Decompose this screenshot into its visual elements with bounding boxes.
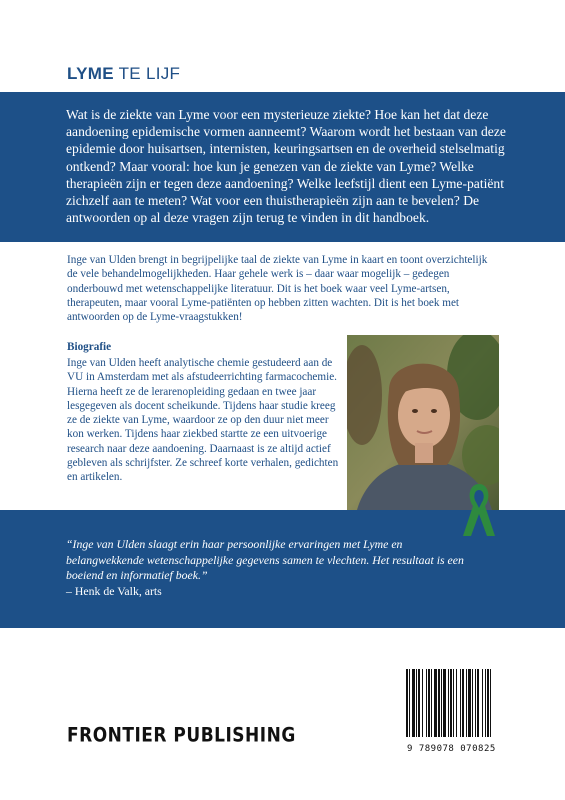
series-title	[67, 64, 180, 84]
publisher-logo: FRONTIER PUBLISHING	[67, 724, 296, 747]
intro-paragraph: Wat is de ziekte van Lyme voor een mysterieuze ziekte? Hoe kan het dat deze aandoening epidemische vormen aanneemt? Waarom wordt het bestaan van deze epidemie door huisartsen, internisten, keuringsartsen en de overheid stelselmatig ontkend? Maar vooral: hoe kun je genezen van de ziekte van Lyme? Welke therapieën zijn er tegen deze aandoening? Welke leefstijl dient een Lyme-patiënt zichzelf aan te meten? Wat voor een thuistherapieën zijn aan te bevelen? De antwoorden op al deze vragen zijn terug te vinden in dit handboek.	[66, 107, 506, 226]
series-title-rest: TE LIJF	[118, 64, 181, 83]
isbn-number: 9 789078 070825	[407, 744, 496, 754]
awareness-ribbon-icon	[461, 480, 497, 540]
barcode	[404, 667, 498, 739]
quote-attribution: – Henk de Valk, arts	[66, 583, 162, 598]
bio-text: Inge van Ulden heeft analytische chemie gestudeerd aan de VU in Amsterdam met als afstudeerrichting farmacochemie. Hierna heeft ze de lerarenopleiding gedaan en twee jaar lesgegeven als docent scheikunde. Tijdens haar studie kreeg ze de ziekte van Lyme, waardoor ze op den duur niet meer kon werken. Tijdens haar ziekbed startte ze een uitvoerige research naar deze aandoening. Daarnaast is ze altijd actief gebleven als schrijfster. Ze schreef korte verhalen, gedichten en artikelen.	[67, 357, 339, 484]
summary-paragraph: Inge van Ulden brengt in begrijpelijke taal de ziekte van Lyme in kaart en toont overzichtelijk de vele behandelmogelijkheden. Haar gehele werk is – daar waar mogelijk – gedegen onderbouwd met wetenschappelijke literatuur. Dit is het boek waar veel Lyme-artsen, therapeuten, maar vooral Lyme-patiënten op hebben zitten wachten. Dit is het boek met antwoorden op de Lyme-vraagstukken!	[67, 254, 488, 324]
quote-text: “Inge van Ulden slaagt erin haar persoonlijke ervaringen met Lyme en belangwekkende wetenschappelijke gegevens samen te vlechten. Het resultaat is een boeiend en informatief boek.”	[66, 537, 464, 583]
series-title-bold: LYME	[67, 64, 114, 83]
bio-heading: Biografie	[67, 341, 112, 353]
review-quote	[66, 537, 466, 599]
